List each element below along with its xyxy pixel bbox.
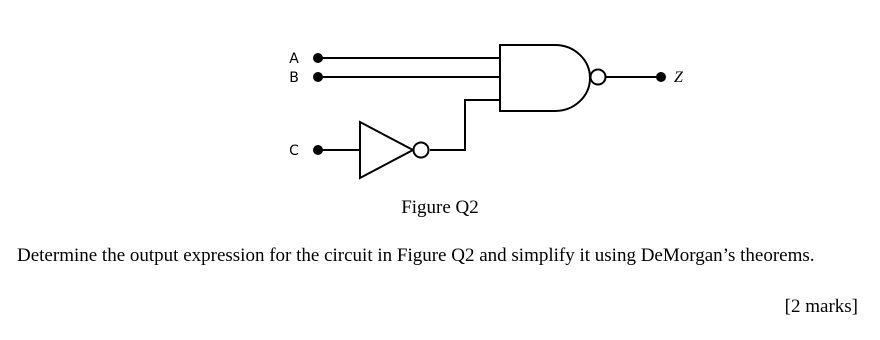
terminal-c	[313, 145, 323, 155]
wire-c-inverted	[430, 100, 500, 150]
label-b: B	[289, 70, 299, 86]
nand-bubble	[591, 70, 606, 85]
figure-caption: Figure Q2	[401, 197, 479, 218]
label-a: A	[289, 51, 299, 67]
terminal-b	[313, 72, 323, 82]
marks-label: [2 marks]	[784, 296, 858, 317]
nand-gate	[500, 45, 590, 111]
label-z: Z	[674, 69, 683, 86]
question-text: Determine the output expression for the circuit in Figure Q2 and simplify it using DeMorgan’s theorems.	[17, 245, 815, 266]
not-bubble	[414, 143, 429, 158]
terminal-z	[656, 72, 666, 82]
terminal-a	[313, 53, 323, 63]
label-c: C	[289, 143, 299, 159]
not-gate	[360, 122, 413, 178]
